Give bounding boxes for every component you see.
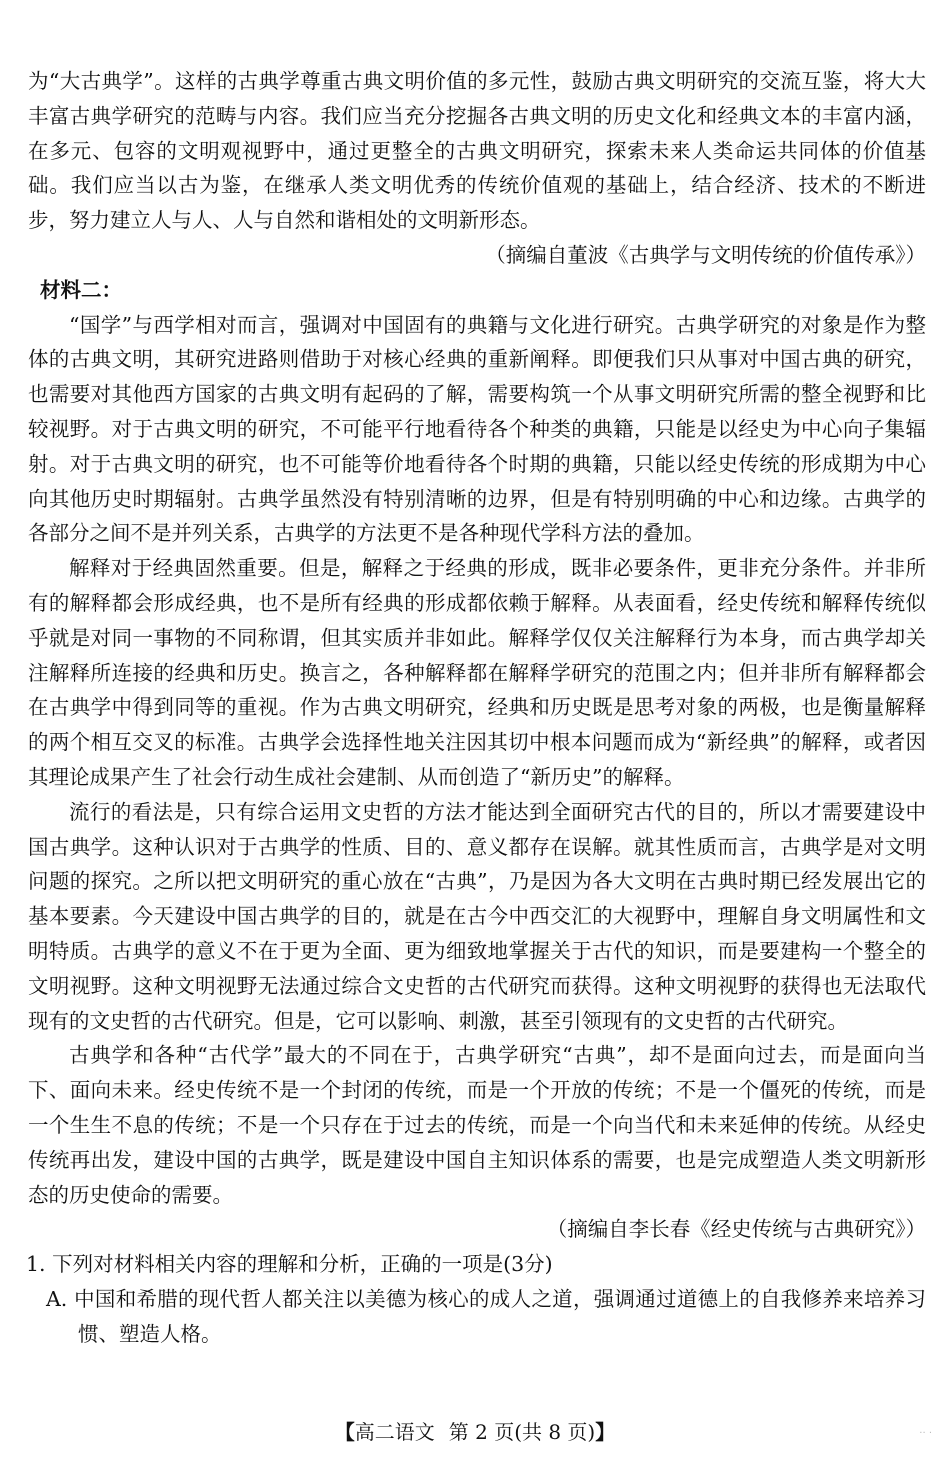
material2-source: （摘编自李长春《经史传统与古典研究》） [546,1217,926,1242]
material2-heading: 材料二： [40,277,122,302]
footer-right-bracket: 】 [595,1420,616,1444]
material1-tail-paragraph: 为“大古典学”。这样的古典学尊重古典文明价值的多元性，鼓励古典文明研究的交流互鉴，将大大丰富古典学研究的范畴与内容。我们应当充分挖掘各古典文明的历史文化和经典文本的丰富内涵，在多元、包容的文明观视野中，通过更整全的古典文明研究，探索未来人类命运共同体的价值基础。我们应当以古为鉴，在继承人类文明优秀的传统价值观的基础上，结合经济、技术的不断进步，努力建立人与人、人与自然和谐相处的文明新形态。 [28,69,926,233]
footer-subject: 高二语文 [354,1420,435,1444]
material2-paragraph-1: “国学”与西学相对而言，强调对中国固有的典籍与文化进行研究。古典学研究的对象是作为整体的古典文明，其研究进路则借助于对核心经典的重新阐释。即便我们只从事对中国古典的研究，也需要对其他西方国家的古典文明有起码的了解，需要构筑一个从事文明研究所需的整全视野和比较视野。对于古典文明的研究，不可能平行地看待各个种类的典籍，只能是以经史为中心向子集辐射。对于古典文明的研究，也不可能等价地看待各个时期的典籍，只能以经史传统的形成期为中心向其他历史时期辐射。古典学虽然没有特别清晰的边界，但是有特别明确的中心和边缘。古典学的各部分之间不是并列关系，古典学的方法更不是各种现代学科方法的叠加。 [28,312,926,546]
corner-scan-mark: ·· · [919,1428,932,1439]
page-footer [0,1418,950,1446]
material2-paragraph-4: 古典学和各种“古代学”最大的不同在于，古典学研究“古典”，却不是面向过去，而是面向当下、面向未来。经史传统不是一个封闭的传统，而是一个开放的传统；不是一个僵死的传统，而是一个生生不息的传统；不是一个只存在于过去的传统，而是一个向当代和未来延伸的传统。从经史传统再出发，建设中国的古典学，既是建设中国自主知识体系的需要，也是完成塑造人类文明新形态的历史使命的需要。 [28,1043,926,1207]
footer-left-bracket: 【 [334,1420,355,1444]
exam-page-body [28,64,926,1351]
question-1-option-a: A. 中国和希腊的现代哲人都关注以美德为核心的成人之道，强调通过道德上的自我修养来培养习惯、塑造人格。 [46,1286,926,1346]
material2-paragraph-2: 解释对于经典固然重要。但是，解释之于经典的形成，既非必要条件，更非充分条件。并非所有的解释都会形成经典，也不是所有经典的形成都依赖于解释。从表面看，经史传统和解释传统似乎就是对同一事物的不同称谓，但其实质并非如此。解释学仅仅关注解释行为本身，而古典学却关注解释所连接的经典和历史。换言之，各种解释都在解释学研究的范围之内；但并非所有解释都会在古典学中得到同等的重视。作为古典文明研究，经典和历史既是思考对象的两极，也是衡量解释的两个相互交叉的标准。古典学会选择性地关注因其切中根本问题而成为“新经典”的解释，或者因其理论成果产生了社会行动生成社会建制、从而创造了“新历史”的解释。 [28,556,926,789]
question-1-stem: 1. 下列对材料相关内容的理解和分析，正确的一项是(3分) [26,1252,553,1277]
material2-paragraph-3: 流行的看法是，只有综合运用文史哲的方法才能达到全面研究古代的目的，所以才需要建设中国古典学。这种认识对于古典学的性质、目的、意义都存在误解。就其性质而言，古典学是对文明问题的探究。之所以把文明研究的重心放在“古典”，乃是因为各大文明在古典时期已经发展出它的基本要素。今天建设中国古典学的目的，就是在古今中西交汇的大视野中，理解自身文明属性和文明特质。古典学的意义不在于更为全面、更为细致地掌握关于古代的知识，而是要建构一个整全的文明视野。这种文明视野无法通过综合文史哲的古代研究而获得。这种文明视野的获得也无法取代现有的文史哲的古代研究。但是，它可以影响、刺激，甚至引领现有的文史哲的古代研究。 [28,799,926,1033]
material1-source: （摘编自董波《古典学与文明传统的价值传承》） [485,242,926,267]
footer-page-info: 第 2 页(共 8 页) [448,1420,596,1444]
